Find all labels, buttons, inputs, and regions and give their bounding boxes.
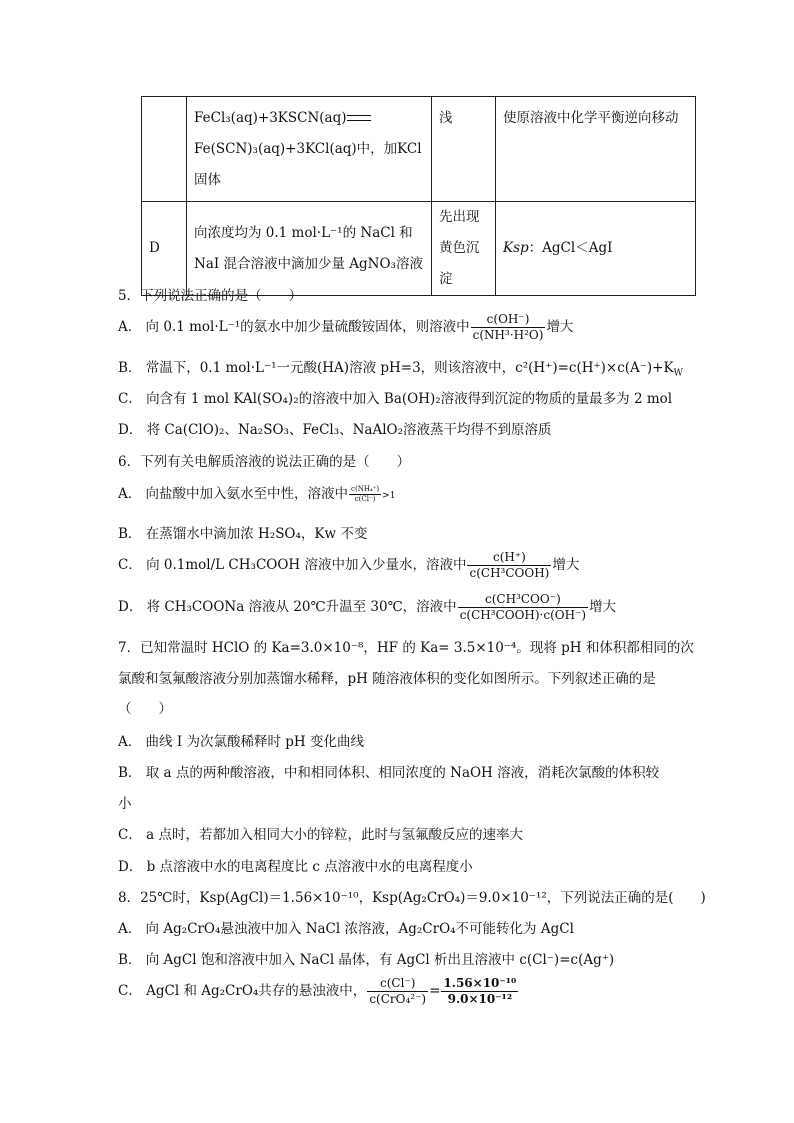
question-7-stem-line3: （ ） [118, 701, 172, 717]
q7-option-b-line1: B． 取 a 点的两种酸溶液，中和相同体积、相同浓度的 NaOH 溶液，消耗次氯酸的体积较 [118, 765, 660, 781]
denominator: 9.0×10⁻¹² [447, 992, 513, 1006]
numerator: 1.56×10⁻¹⁰ [443, 976, 517, 990]
phenomenon-text: 浅 [439, 110, 453, 126]
q7-option-c: C． a 点时，若都加入相同大小的锌粒，此时与氢氟酸反应的速率大 [118, 827, 523, 843]
q8-option-c [118, 976, 519, 1007]
option-text: A． 向 0.1 mol·L⁻¹的氨水中加少量硫酸铵固体，则溶液中 [118, 319, 470, 335]
option-text: >1 [382, 491, 396, 501]
q5-option-d: D． 将 Ca(ClO)₂、Na₂SO₃、FeCl₃、NaAlO₂溶液蒸干均得不到原溶质 [118, 422, 552, 438]
question-5-stem: 5．下列说法正确的是（ ） [118, 288, 303, 304]
q6-option-b: B． 在蒸馏水中滴加浓 H₂SO₄，Kw 不变 [118, 526, 368, 542]
option-text: D． 将 CH₃COONa 溶液从 20℃升温至 30℃，溶液中 [118, 599, 457, 615]
option-text: 增大 [546, 319, 574, 335]
phenomenon-cell [432, 97, 496, 202]
numerator: c(OH⁻) [471, 312, 546, 328]
experiment-cell [187, 202, 432, 296]
option-text: A． 向盐酸中加入氨水至中性，溶液中 [118, 486, 349, 502]
q7-option-b-line2: 小 [118, 796, 132, 812]
numerator: c(CH³COO⁻) [458, 592, 588, 608]
question-6-stem: 6．下列有关电解质溶液的说法正确的是（ ） [118, 454, 411, 470]
options-table [141, 96, 696, 296]
numerator: c(H⁺) [467, 550, 551, 566]
q7-option-d: D． b 点溶液中水的电离程度比 c 点溶液中水的电离程度小 [118, 859, 473, 875]
q8-option-a: A． 向 Ag₂CrO₄悬浊液中加入 NaCl 浓溶液，Ag₂CrO₄不可能转化为 AgCl [118, 921, 574, 937]
q7-option-a: A． 曲线 Ⅰ 为次氯酸稀释时 pH 变化曲线 [118, 734, 364, 750]
fraction [367, 976, 428, 1007]
conclusion-cell [496, 202, 696, 296]
denominator: c(CH³COOH) [469, 566, 550, 580]
exp-line: NaI 混合溶液中滴加少量 AgNO₃溶液 [194, 255, 423, 272]
phenomenon-text: 黄色沉淀 [439, 240, 480, 287]
numerator: c(Cl⁻) [367, 976, 428, 992]
q5-option-a [118, 312, 573, 343]
exp-line: 固体 [194, 171, 221, 188]
equals-sign: = [429, 983, 441, 999]
question-7-stem-line2: 氯酸和氢氟酸溶液分别加蒸馏水稀释，pH 随溶液体积的变化如图所示。下列叙述正确的是 [118, 671, 656, 687]
conclusion-italic: Ksp [503, 240, 529, 256]
exp-line: FeCl₃(aq)+3KSCN(aq) [194, 109, 347, 126]
fraction [467, 550, 551, 581]
fraction [471, 312, 546, 343]
question-8-stem: 8．25℃时，Ksp(AgCl)＝1.56×10⁻¹⁰，Ksp(Ag₂CrO₄)＝9.0×10⁻¹²，下列说法正确的是( ) [118, 890, 706, 906]
row-label: D [142, 202, 187, 296]
q6-option-a [118, 482, 395, 504]
table-row [142, 97, 696, 202]
subscript: W [673, 368, 683, 379]
fraction [458, 592, 588, 623]
table-row [142, 202, 696, 296]
phenomenon-text: 先出现 [439, 209, 480, 225]
option-text: B． 常温下，0.1 mol·L⁻¹一元酸(HA)溶液 pH=3，则该溶液中，c²(H⁺)=c(H⁺)×c(A⁻)+K [118, 360, 674, 376]
q8-option-b: B． 向 AgCl 饱和溶液中加入 NaCl 晶体，有 AgCl 析出且溶液中 c(Cl⁻)=c(Ag⁺) [118, 952, 615, 968]
option-text: C． 向 0.1mol/L CH₃COOH 溶液中加入少量水，溶液中 [118, 557, 467, 573]
option-text: C． AgCl 和 Ag₂CrO₄共存的悬浊液中， [118, 983, 367, 999]
q6-option-c [118, 550, 579, 581]
q5-option-c: C． 向含有 1 mol KAl(SO₄)₂的溶液中加入 Ba(OH)₂溶液得到沉淀的物质的量最多为 2 mol [118, 391, 673, 407]
conclusion-text: ：AgCl＜AgI [528, 240, 613, 256]
q6-option-d [118, 592, 616, 623]
conclusion-text: 使原溶液中化学平衡逆向移动 [503, 110, 679, 126]
phenomenon-cell [432, 202, 496, 296]
denominator: c(Cl⁻) [354, 495, 376, 503]
q5-option-b [118, 356, 683, 379]
exp-line: Fe(SCN)₃(aq)+3KCl(aq)中，加KCl [194, 140, 422, 157]
row-label [142, 97, 187, 202]
fraction [349, 485, 381, 504]
option-text: 增大 [589, 599, 617, 615]
option-text: 增大 [552, 557, 580, 573]
exp-line: 向浓度均为 0.1 mol·L⁻¹的 NaCl 和 [194, 224, 413, 241]
numerator: c(NH₄⁺) [351, 485, 380, 493]
denominator: c(NH³·H²O) [472, 328, 544, 342]
experiment-cell [187, 97, 432, 202]
denominator: c(CH³COOH)·c(OH⁻) [459, 608, 587, 622]
denominator: c(CrO₄²⁻) [369, 992, 427, 1006]
equilibrium-arrow-icon [347, 115, 371, 121]
fraction [441, 976, 518, 1007]
conclusion-cell [496, 97, 696, 202]
question-7-stem-line1: 7．已知常温时 HClO 的 Ka=3.0×10⁻⁸，HF 的 Ka= 3.5×10⁻⁴。现将 pH 和体积都相同的次 [118, 640, 694, 656]
